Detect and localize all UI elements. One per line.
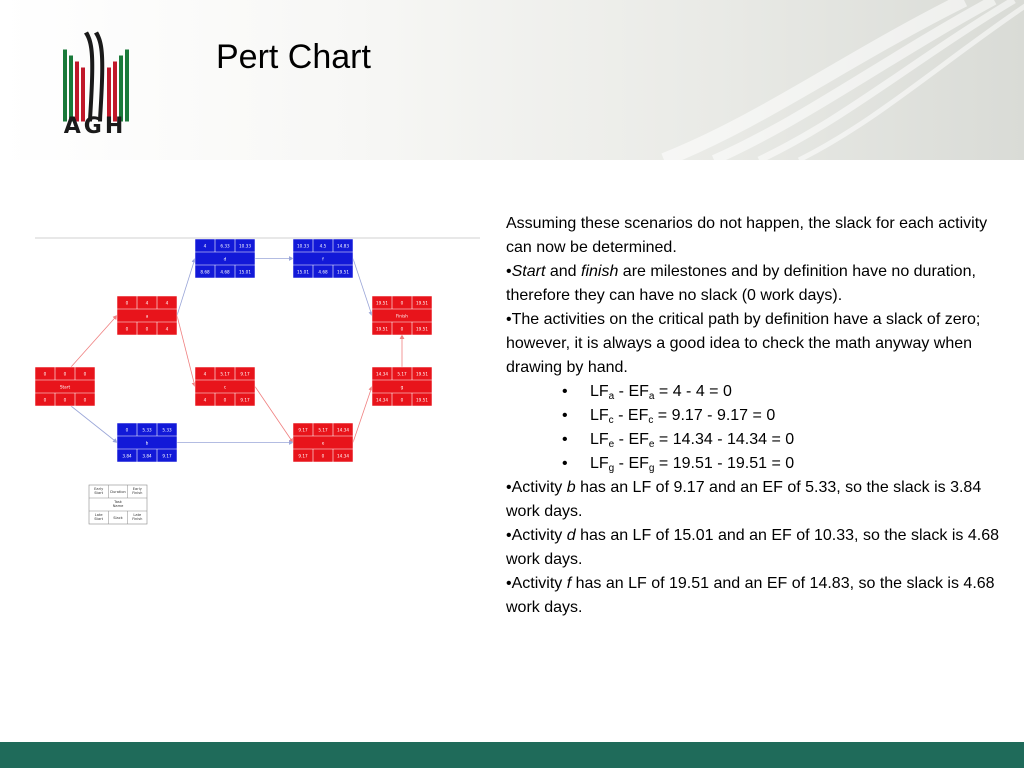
node-slack: 0 (400, 397, 404, 403)
edge-a-c (177, 316, 195, 387)
diagram-edges (71, 256, 402, 443)
node-early-start: 19.51 (376, 300, 388, 306)
node-early-finish: 5.33 (162, 427, 172, 433)
legend-top-label: Duration (110, 489, 126, 494)
activity-var: b (566, 479, 576, 496)
term-finish: finish (581, 263, 619, 280)
node-slack: 0 (145, 326, 149, 332)
node-duration: 5.33 (142, 427, 152, 433)
activity-f-paragraph (506, 572, 1006, 620)
node-late-start: 0 (43, 397, 47, 403)
node-slack: 0 (400, 326, 404, 332)
pert-node-finish (372, 296, 432, 335)
text-fragment: has an LF of 9.17 and an EF of 5.33, so the slack is 3.84 work days. (506, 479, 982, 520)
node-early-finish: 0 (83, 371, 87, 377)
node-task-name: a (145, 313, 149, 319)
node-early-start: 0 (125, 300, 129, 306)
node-late-finish: 9.17 (240, 397, 250, 403)
node-late-finish: 9.17 (162, 453, 172, 459)
node-early-start: 0 (43, 371, 47, 377)
node-duration: 5.17 (318, 427, 328, 433)
slide-content (506, 212, 1006, 620)
edge-start-a (71, 316, 117, 368)
node-task-name: f (322, 256, 324, 262)
node-late-start: 4 (203, 397, 207, 403)
text-fragment: •Activity (506, 527, 567, 544)
bullet: • (562, 431, 568, 448)
node-early-start: 9.17 (298, 427, 308, 433)
pert-node-g (372, 367, 432, 406)
node-late-start: 15.01 (297, 269, 309, 275)
node-late-finish: 4 (165, 326, 169, 332)
node-slack: 0 (223, 397, 227, 403)
logo-stripes (63, 32, 129, 122)
edge-c-e (255, 387, 293, 443)
page-title: Pert Chart (216, 38, 371, 76)
node-duration: 6.33 (220, 243, 230, 249)
node-late-start: 9.17 (298, 453, 308, 459)
node-late-finish: 14.34 (337, 453, 349, 459)
edge-a-d (177, 259, 195, 316)
slack-check-item (506, 404, 1006, 428)
legend-top-label: Early Start (94, 487, 104, 496)
footer-bar (0, 742, 1024, 768)
node-early-start: 0 (125, 427, 129, 433)
node-late-start: 14.34 (376, 397, 388, 403)
pert-node-f (293, 239, 353, 278)
legend-bottom-label: Late Start (94, 513, 104, 522)
intro-paragraph: Assuming these scenarios do not happen, the slack for each activity can now be determined. (506, 215, 988, 256)
node-late-start: 19.51 (376, 326, 388, 332)
node-task-name: Start (59, 384, 71, 390)
activity-b-paragraph (506, 476, 1006, 524)
node-late-start: 0 (125, 326, 129, 332)
node-late-start: 8.68 (200, 269, 210, 275)
node-late-finish: 19.51 (416, 397, 428, 403)
node-slack: 4.68 (220, 269, 230, 275)
slide-header (0, 0, 1024, 160)
diagram-nodes (35, 239, 432, 462)
node-early-start: 14.34 (376, 371, 388, 377)
activity-var: d (566, 527, 576, 544)
header-decoration (544, 0, 1024, 160)
bullet: • (562, 383, 568, 400)
node-task-name: Finish (396, 313, 408, 319)
slack-check-list (506, 380, 1006, 476)
node-duration: 0 (63, 371, 67, 377)
node-late-finish: 0 (83, 397, 87, 403)
node-slack: 0 (63, 397, 67, 403)
node-duration: 0 (400, 300, 404, 306)
slack-check-text: $LF_e - EF_e = 14.34 - 14.34 = 0$ (590, 431, 795, 450)
activity-d-paragraph (506, 524, 1006, 572)
edge-f-finish (353, 259, 372, 316)
node-task-name: g (400, 384, 404, 390)
node-early-finish: 19.51 (416, 300, 428, 306)
text-fragment: •Activity (506, 575, 567, 592)
slack-check-item (506, 380, 1006, 404)
node-slack: 4.68 (318, 269, 328, 275)
node-duration: 4.5 (319, 243, 327, 249)
term-start: Start (511, 263, 546, 280)
node-early-finish: 14.34 (337, 427, 349, 433)
node-slack: 0 (321, 453, 325, 459)
node-duration: 5.17 (397, 371, 407, 377)
diagram-legend (89, 485, 147, 524)
node-early-start: 4 (203, 243, 207, 249)
critical-path-paragraph: •The activities on the critical path by definition have a slack of zero; however, it is always a good idea to check the math anyway when drawing by hand. (506, 311, 981, 376)
node-duration: 4 (145, 300, 149, 306)
legend-task-name: Task Name (112, 500, 124, 509)
slack-check-text: $LF_g - EF_g = 19.51 - 19.51 = 0$ (590, 455, 795, 474)
slack-check-text: $LF_c - EF_c = 9.17 - 9.17 = 0$ (590, 407, 776, 426)
node-slack: 3.84 (142, 453, 152, 459)
pert-node-b (117, 423, 177, 462)
legend-top-label: Early Finish (132, 487, 143, 496)
pert-node-d (195, 239, 255, 278)
text-fragment: has an LF of 19.51 and an EF of 14.83, so the slack is 4.68 work days. (506, 575, 995, 616)
node-late-finish: 15.01 (239, 269, 251, 275)
slack-check-item (506, 428, 1006, 452)
edge-start-b (71, 406, 117, 443)
legend-bottom-label: Slack (113, 515, 123, 520)
text-fragment: •Activity (506, 479, 567, 496)
node-early-finish: 10.33 (239, 243, 251, 249)
milestone-paragraph (506, 260, 1006, 308)
slack-check-text: $LF_a - EF_a = 4 - 4 = 0$ (590, 383, 732, 402)
node-early-start: 10.33 (297, 243, 309, 249)
node-task-name: b (145, 440, 149, 446)
pert-node-e (293, 423, 353, 462)
node-early-finish: 4 (165, 300, 169, 306)
activity-var: f (566, 575, 572, 592)
pert-node-a (117, 296, 177, 335)
pert-node-start (35, 367, 95, 406)
node-late-finish: 19.51 (416, 326, 428, 332)
node-task-name: e (321, 440, 325, 446)
pert-node-c (195, 367, 255, 406)
node-late-start: 3.84 (122, 453, 132, 459)
node-early-finish: 14.83 (337, 243, 349, 249)
pert-diagram (30, 230, 485, 540)
node-duration: 5.17 (220, 371, 230, 377)
legend-bottom-label: Late Finish (132, 513, 143, 522)
logo-text: AGH (63, 114, 127, 139)
bullet: • (562, 407, 568, 424)
edge-e-g (353, 387, 372, 443)
node-task-name: d (223, 256, 227, 262)
slack-check-item (506, 452, 1006, 476)
node-early-start: 4 (203, 371, 207, 377)
bullet: • (506, 263, 512, 280)
bullet: • (562, 455, 568, 472)
text-fragment: and (545, 263, 581, 280)
node-late-finish: 19.51 (337, 269, 349, 275)
node-early-finish: 19.51 (416, 371, 428, 377)
text-fragment: are milestones and by definition have no duration, therefore they can have no slack (0 work days). (506, 263, 976, 304)
node-early-finish: 9.17 (240, 371, 250, 377)
text-fragment: has an LF of 15.01 and an EF of 10.33, so the slack is 4.68 work days. (506, 527, 1000, 568)
node-task-name: c (223, 384, 227, 390)
